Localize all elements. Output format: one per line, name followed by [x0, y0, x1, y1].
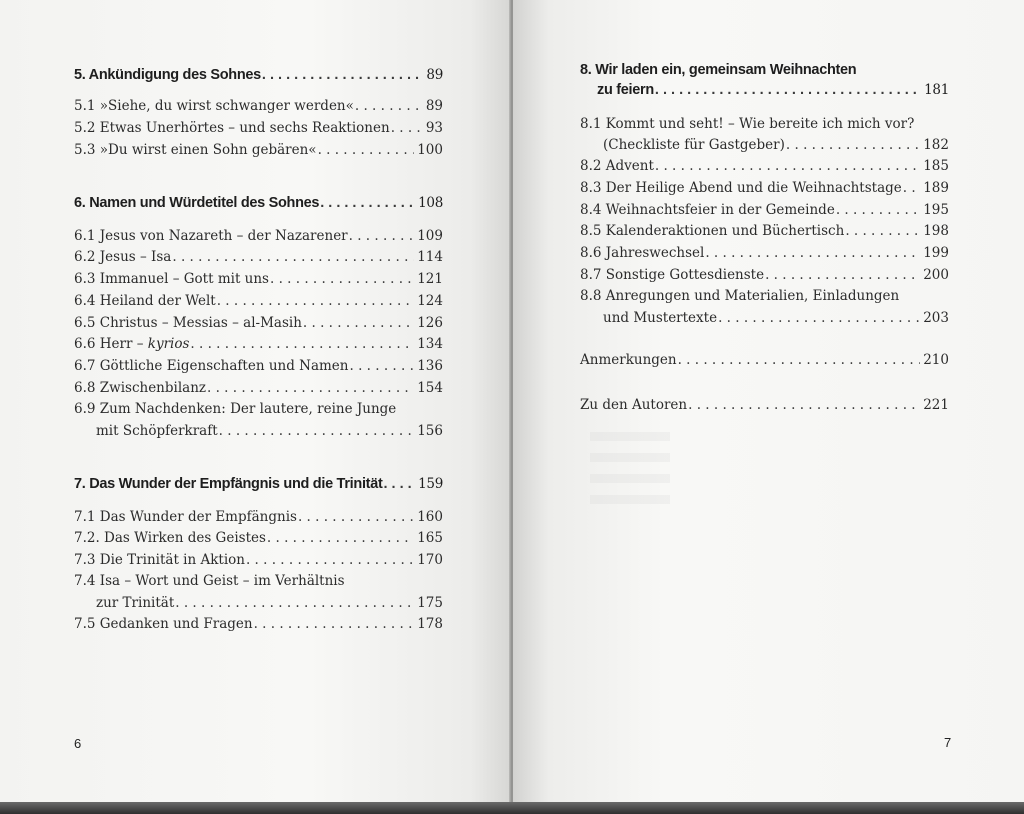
entry-page: 109 — [417, 228, 443, 244]
entry-page: 89 — [425, 98, 443, 114]
entry-title-italic: kyrios — [147, 336, 190, 352]
entry-continuation: und Mustertexte — [603, 310, 718, 326]
toc-entry — [580, 202, 949, 219]
entry-title: 6.2 Jesus – Isa — [74, 249, 172, 265]
entry-page: 182 — [923, 137, 949, 153]
toc-entry-continuation — [96, 423, 443, 440]
entry-page: 160 — [417, 509, 443, 525]
entry-title: 6.5 Christus – Messias – al-Masih — [74, 315, 302, 331]
entry-page: 203 — [923, 310, 949, 326]
toc-entry — [74, 509, 443, 526]
toc-entry — [74, 552, 443, 569]
entry-title: 5.2 Etwas Unerhörtes – und sechs Reaktionen — [74, 120, 390, 136]
toc-entry — [74, 530, 443, 547]
entry-page: 121 — [417, 271, 443, 287]
entry-page: 210 — [923, 352, 949, 368]
toc-entry-back-matter — [580, 397, 949, 414]
toc-entry — [74, 358, 443, 375]
entry-page: 126 — [417, 315, 443, 331]
entry-page: 221 — [923, 397, 949, 413]
entry-title: 7.1 Das Wunder der Empfängnis — [74, 509, 297, 525]
entry-title: Anmerkungen — [580, 352, 677, 368]
entry-page: 100 — [417, 142, 443, 158]
entry-title: 7.2. Das Wirken des Geistes — [74, 530, 266, 546]
entry-title: 6.9 Zum Nachdenken: Der lautere, reine Junge — [74, 401, 397, 417]
entry-title: Zu den Autoren — [580, 397, 688, 413]
toc-entry — [74, 142, 443, 159]
entry-title: 8.1 Kommt und seht! – Wie bereite ich mich vor? — [580, 116, 915, 132]
scan-edge — [0, 802, 1024, 814]
heading-page: 159 — [418, 476, 443, 492]
toc-heading — [74, 195, 443, 212]
entry-title: 8.8 Anregungen und Materialien, Einladungen — [580, 288, 900, 304]
entry-page: 165 — [417, 530, 443, 546]
entry-continuation: zur Trinität — [96, 595, 175, 611]
entry-title: 6.3 Immanuel – Gott mit uns — [74, 271, 269, 287]
entry-title-prefix: 6.6 Herr – — [74, 336, 148, 352]
entry-title: 8.3 Der Heilige Abend und die Weihnachtstage — [580, 180, 902, 196]
toc-entry-continuation — [96, 595, 443, 612]
toc-entry — [74, 249, 443, 266]
heading-title: 7. Das Wunder der Empfängnis und die Trinität — [74, 476, 383, 492]
entry-page: 170 — [417, 552, 443, 568]
page-number: 6 — [74, 736, 82, 751]
entry-page: 93 — [425, 120, 443, 136]
entry-page: 154 — [417, 380, 443, 396]
entry-title: 5.1 »Siehe, du wirst schwanger werden« — [74, 98, 354, 114]
entry-page: 199 — [923, 245, 949, 261]
entry-title: 6.8 Zwischenbilanz — [74, 380, 207, 396]
heading-page: 108 — [418, 195, 443, 211]
entry-page: 178 — [417, 616, 443, 632]
heading-title: 5. Ankündigung des Sohnes — [74, 67, 261, 83]
entry-title: 8.5 Kalenderaktionen und Büchertisch — [580, 223, 845, 239]
right-page — [513, 0, 1024, 802]
heading-title-line1: 8. Wir laden ein, gemeinsam Weihnachten — [580, 62, 857, 78]
entry-title: 8.2 Advent — [580, 158, 654, 174]
entry-title: 7.3 Die Trinität in Aktion — [74, 552, 245, 568]
entry-page: 189 — [923, 180, 949, 196]
entry-title: 7.4 Isa – Wort und Geist – im Verhältnis — [74, 573, 345, 589]
entry-title: 6.1 Jesus von Nazareth – der Nazarener — [74, 228, 348, 244]
toc-entry — [580, 245, 949, 262]
toc-entry — [74, 336, 443, 353]
entry-title — [74, 336, 189, 353]
toc-entry — [580, 267, 949, 284]
toc-entry — [580, 223, 949, 240]
entry-page: 185 — [923, 158, 949, 174]
toc-entry — [580, 158, 949, 175]
toc-entry — [74, 315, 443, 332]
toc-entry — [580, 180, 949, 197]
page-number: 7 — [944, 735, 952, 750]
entry-title: 6.7 Göttliche Eigenschaften und Namen — [74, 358, 349, 374]
entry-continuation: (Checkliste für Gastgeber) — [603, 137, 785, 153]
toc-entry — [74, 293, 443, 310]
toc-entry — [74, 271, 443, 288]
heading-title-line2: zu feiern — [597, 82, 654, 98]
entry-title: 6.4 Heiland der Welt — [74, 293, 216, 309]
toc-entry — [74, 228, 443, 245]
toc-heading — [74, 476, 443, 493]
toc-entry — [74, 616, 443, 633]
show-through-text — [590, 432, 670, 504]
entry-page: 200 — [923, 267, 949, 283]
entry-continuation: mit Schöpferkraft — [96, 423, 218, 439]
toc-entry-continuation — [603, 310, 949, 327]
toc-entry — [74, 120, 443, 137]
entry-title: 7.5 Gedanken und Fragen — [74, 616, 253, 632]
entry-page: 198 — [923, 223, 949, 239]
entry-page: 175 — [417, 595, 443, 611]
toc-heading — [74, 67, 443, 84]
entry-page: 124 — [417, 293, 443, 309]
heading-page: 181 — [924, 82, 949, 98]
left-page — [0, 0, 511, 802]
entry-page: 136 — [417, 358, 443, 374]
heading-title: 6. Namen und Würdetitel des Sohnes — [74, 195, 320, 211]
entry-page: 114 — [417, 249, 443, 265]
entry-title: 8.6 Jahreswechsel — [580, 245, 705, 261]
entry-page: 134 — [417, 336, 443, 352]
entry-page: 156 — [417, 423, 443, 439]
toc-entry-back-matter — [580, 352, 949, 369]
heading-page: 89 — [426, 67, 443, 83]
entry-page: 195 — [923, 202, 949, 218]
toc-entry — [74, 98, 443, 115]
entry-title: 8.4 Weihnachtsfeier in der Gemeinde — [580, 202, 835, 218]
entry-title: 5.3 »Du wirst einen Sohn gebären« — [74, 142, 317, 158]
toc-heading — [597, 82, 949, 99]
toc-entry — [74, 380, 443, 397]
entry-title: 8.7 Sonstige Gottesdienste — [580, 267, 765, 283]
toc-entry-continuation — [603, 137, 949, 154]
